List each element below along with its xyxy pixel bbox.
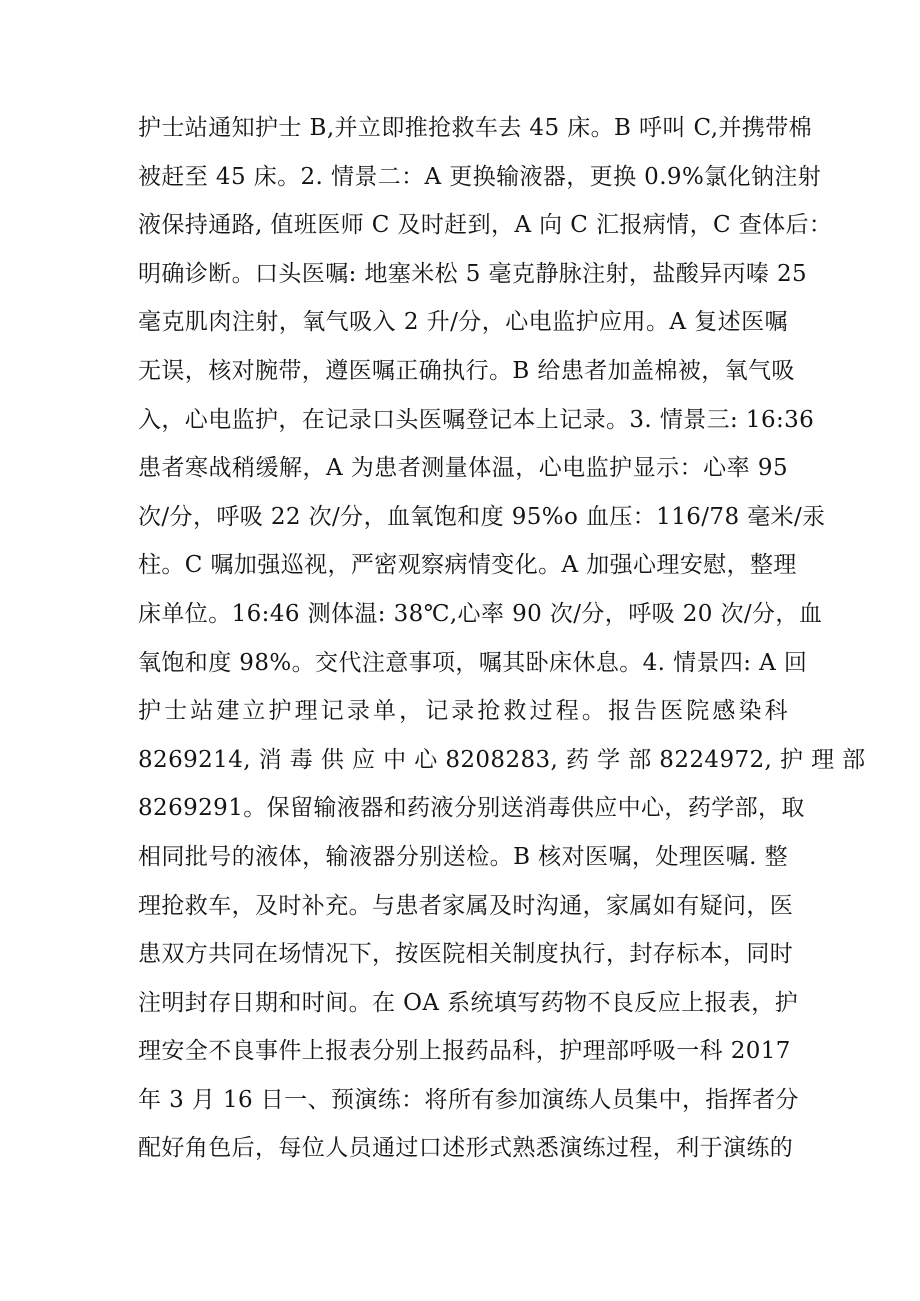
text-line-16: 相同批号的液体，输液器分别送检。B 核对医嘱，处理医嘱. 整	[138, 843, 788, 870]
text-line-17: 理抢救车，及时补充。与患者家属及时沟通，家属如有疑问，医	[138, 892, 794, 919]
text-line-15: 8269291。保留输液器和药液分别送消毒供应中心，药学部，取	[138, 795, 805, 822]
text-line-2: 被赶至 45 床。2. 情景二：A 更换输液器，更换 0.9%氯化钠注射	[138, 163, 822, 190]
text-line-11: 床单位。16:46 测体温: 38℃,心率 90 次/分，呼吸 20 次/分，血	[138, 600, 823, 627]
text-line-19: 注明封存日期和时间。在 OA 系统填写药物不良反应上报表，护	[138, 989, 799, 1016]
text-line-1: 护士站通知护士 B,并立即推抢救车去 45 床。B 呼叫 C,并携带棉	[138, 115, 813, 141]
text-line-22: 配好角色后，每位人员通过口述形式熟悉演练过程，利于演练的	[138, 1135, 794, 1162]
text-line-12: 氧饱和度 98%。交代注意事项，嘱其卧床休息。4. 情景四: A 回	[138, 649, 808, 676]
text-line-14: 8269214, 消 毒 供 应 中 心 8208283, 药 学 部 8224972, 护 理 部	[138, 746, 866, 773]
text-line-5: 毫克肌肉注射，氧气吸入 2 升/分，心电监护应用。A 复述医嘱	[138, 309, 788, 336]
text-line-20: 理安全不良事件上报表分别上报药品科，护理部呼吸一科 2017	[138, 1038, 791, 1065]
text-line-4: 明确诊断。口头医嘱: 地塞米松 5 毫克静脉注射，盐酸异丙嗪 25	[138, 260, 808, 287]
text-line-13: 护士站建立护理记录单，记录抢救过程。报告医院感染科	[138, 698, 788, 725]
text-line-7: 入，心电监护，在记录口头医嘱登记本上记录。3. 情景三: 16:36	[138, 406, 815, 433]
text-line-6: 无误，核对腕带，遵医嘱正确执行。B 给患者加盖棉被，氧气吸	[138, 357, 795, 384]
text-line-18: 患双方共同在场情况下，按医院相关制度执行，封存标本，同时	[138, 941, 794, 968]
text-line-8: 患者寒战稍缓解，A 为患者测量体温，心电监护显示：心率 95	[138, 455, 788, 482]
text-line-9: 次/分，呼吸 22 次/分，血氧饱和度 95%o 血压：116/78 毫米/汞	[138, 503, 826, 530]
text-line-21: 年 3 月 16 日一、预演练：将所有参加演练人员集中，指挥者分	[138, 1086, 799, 1113]
text-line-3: 液保持通路, 值班医师 C 及时赶到，A 向 C 汇报病情，C 查体后：	[138, 212, 833, 239]
document-body	[138, 104, 866, 1173]
text-line-10: 柱。C 嘱加强巡视，严密观察病情变化。A 加强心理安慰，整理	[138, 552, 797, 579]
